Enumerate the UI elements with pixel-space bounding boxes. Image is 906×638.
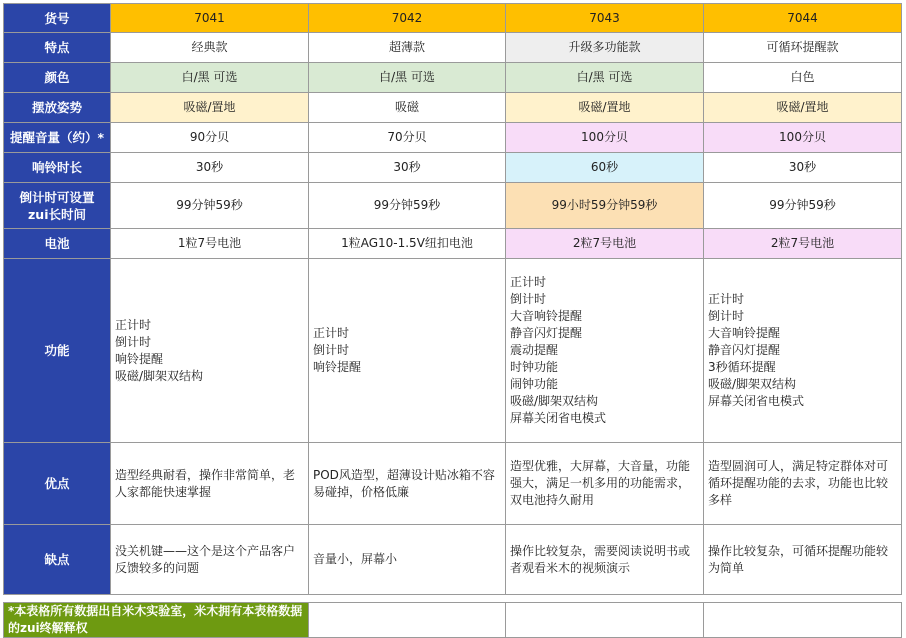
ring-7043: 60秒 [506,153,704,183]
list-item: 震动提醒 [510,343,559,357]
ring-7042: 30秒 [309,153,506,183]
cons-label: 缺点 [4,525,111,595]
model-7042: 7042 [309,4,506,33]
functions-7043 [506,259,704,443]
pros-label: 优点 [4,443,111,525]
battery-row [4,229,902,259]
battery-7042: 1粒AG10-1.5V纽扣电池 [309,229,506,259]
list-item: 时钟功能 [510,360,559,374]
countdown-row [4,183,902,229]
list-item: 正计时 [313,326,350,340]
countdown-7043: 99小时59分钟59秒 [506,183,704,229]
cons-7043: 操作比较复杂，需要阅读说明书或者观看米木的视频演示 [506,525,704,595]
pros-7043: 造型优雅，大屏幕，大音量，功能强大，满足一机多用的功能需求，双电池持久耐用 [506,443,704,525]
battery-label: 电池 [4,229,111,259]
header-row [4,4,902,33]
list-item: 3秒循环提醒 [708,360,776,374]
placement-7044: 吸磁/置地 [704,93,902,123]
list-item: 静音闪灯提醒 [708,343,781,357]
list-item: 屏幕关闭省电模式 [510,411,607,425]
feature-7041: 经典款 [111,33,309,63]
cons-row [4,525,902,595]
countdown-label-line2: zui长时间 [28,206,86,222]
functions-row [4,259,902,443]
battery-7044: 2粒7号电池 [704,229,902,259]
volume-7041: 90分贝 [111,123,309,153]
list-item: 正计时 [115,317,152,332]
footnote-blank [309,603,506,638]
spacer [4,595,902,603]
placement-label: 摆放姿势 [4,93,111,123]
product-comparison-table [3,3,902,638]
cons-7044: 操作比较复杂，可循环提醒功能较为简单 [704,525,902,595]
placement-row [4,93,902,123]
placement-7041: 吸磁/置地 [111,93,309,123]
placement-7042: 吸磁 [309,93,506,123]
list-item: 倒计时 [115,334,152,349]
color-7042: 白/黑 可选 [309,63,506,93]
functions-7042 [309,259,506,443]
list-item: 闹钟功能 [510,377,559,391]
countdown-7042: 99分钟59秒 [309,183,506,229]
volume-7044: 100分贝 [704,123,902,153]
functions-7041 [111,259,309,443]
volume-row [4,123,902,153]
list-item: 倒计时 [708,309,745,323]
feature-row [4,33,902,63]
header-label: 货号 [4,4,111,33]
ring-row [4,153,902,183]
list-item: 吸磁/脚架双结构 [510,394,599,408]
cons-7042: 音量小，屏幕小 [309,525,506,595]
list-item: 正计时 [510,275,547,289]
placement-7043: 吸磁/置地 [506,93,704,123]
volume-label: 提醒音量（约）* [4,123,111,153]
ring-7041: 30秒 [111,153,309,183]
list-item: 吸磁/脚架双结构 [708,377,797,391]
list-item: 静音闪灯提醒 [510,326,583,340]
volume-7042: 70分贝 [309,123,506,153]
color-row [4,63,902,93]
color-7043: 白/黑 可选 [506,63,704,93]
color-label: 颜色 [4,63,111,93]
functions-label: 功能 [4,259,111,443]
battery-7041: 1粒7号电池 [111,229,309,259]
pros-row [4,443,902,525]
feature-label: 特点 [4,33,111,63]
functions-7044 [704,259,902,443]
pros-7042: POD风造型，超薄设计贴冰箱不容易碰掉，价格低廉 [309,443,506,525]
model-7044: 7044 [704,4,902,33]
pros-7041: 造型经典耐看，操作非常简单，老人家都能快速掌握 [111,443,309,525]
ring-label: 响铃时长 [4,153,111,183]
spacer-row [4,595,902,603]
list-item: 大音响铃提醒 [708,326,781,340]
list-item: 倒计时 [510,292,547,306]
footnote-blank [506,603,704,638]
countdown-7044: 99分钟59秒 [704,183,902,229]
list-item: 响铃提醒 [313,360,362,374]
list-item: 正计时 [708,292,745,306]
color-7041: 白/黑 可选 [111,63,309,93]
model-7043: 7043 [506,4,704,33]
footnote-row [4,603,902,638]
feature-7044: 可循环提醒款 [704,33,902,63]
model-7041: 7041 [111,4,309,33]
list-item: 大音响铃提醒 [510,309,583,323]
list-item: 屏幕关闭省电模式 [708,394,805,408]
list-item: 响铃提醒 [115,351,164,366]
pros-7044: 造型圆润可人，满足特定群体对可循环提醒功能的去求，功能也比较多样 [704,443,902,525]
ring-7044: 30秒 [704,153,902,183]
list-item: 吸磁/脚架双结构 [115,368,204,383]
volume-7043: 100分贝 [506,123,704,153]
countdown-label [4,183,111,229]
countdown-7041: 99分钟59秒 [111,183,309,229]
cons-7041: 没关机键——这个是这个产品客户反馈较多的问题 [111,525,309,595]
feature-7043: 升级多功能款 [506,33,704,63]
footnote: *本表格所有数据出自米木实验室，米木拥有本表格数据的zui终解释权 [4,603,309,638]
battery-7043: 2粒7号电池 [506,229,704,259]
color-7044: 白色 [704,63,902,93]
footnote-blank [704,603,902,638]
feature-7042: 超薄款 [309,33,506,63]
list-item: 倒计时 [313,343,350,357]
countdown-label-line1: 倒计时可设置 [19,189,95,205]
